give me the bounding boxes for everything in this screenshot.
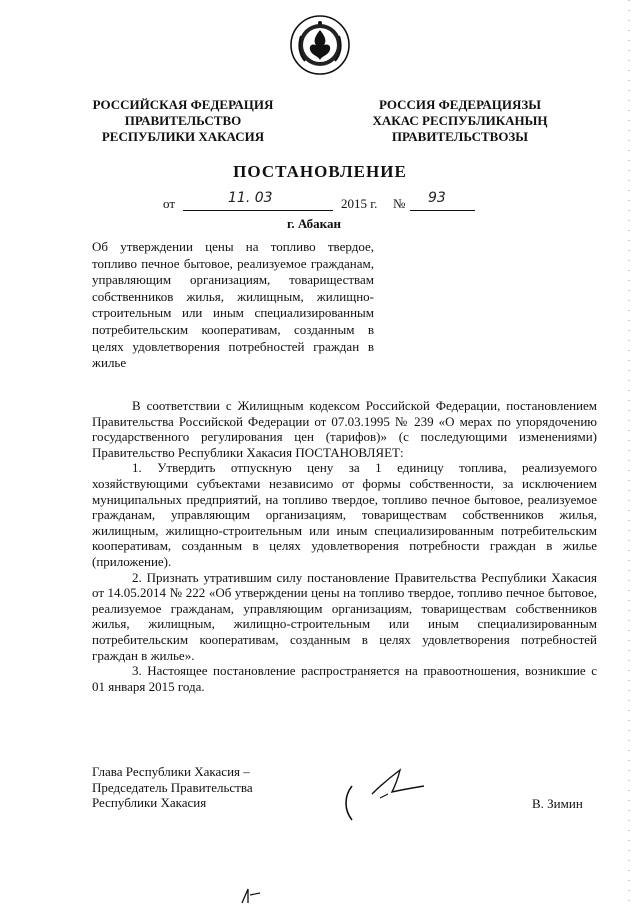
handwritten-number: 93 — [428, 190, 446, 206]
document-type-title: ПОСТАНОВЛЕНИЕ — [233, 162, 407, 181]
handwritten-signature — [340, 764, 450, 824]
header-right-line-3: ПРАВИТЕЛЬСТВОЗЫ — [391, 129, 529, 144]
item-3-paragraph: 3. Настоящее постановление распространяется на правоотношения, возникшие с 01 января 2015 года. — [92, 663, 597, 694]
date-underline — [183, 210, 333, 211]
header-right — [360, 97, 560, 145]
header-right-line-1: РОССИЯ ФЕДЕРАЦИЯЗЫ — [378, 97, 542, 112]
number-underline — [410, 210, 475, 211]
document-subject: Об утверждении цены на топливо твердое, топливо печное бытовое, реализуемое гражданам, управляющим организациям, товариществам собственников жилья, жилищным, жилищно-строительным или иным специализированным потребительским кооперативам, созданным в целях удовлетворения потребностей граждан в жилье — [92, 239, 374, 371]
preamble-paragraph: В соответствии с Жилищным кодексом Российской Федерации, постановлением Правительства Российской Федерации от 07.03.1995 № 239 «О мерах по упорядочению государственного регулирования цен (тарифов)» (с последующими изменениями) Правительство Республики Хакасия ПОСТАНОВЛЯЕТ: — [92, 398, 597, 460]
city-name: г. Абакан — [287, 216, 341, 231]
signatory-position-line-1: Глава Республики Хакасия – — [92, 764, 250, 779]
date-prefix: от — [163, 196, 176, 211]
header-left — [88, 97, 278, 145]
signatory-position-line-3: Республики Хакасия — [92, 795, 207, 811]
coat-of-arms-emblem — [289, 14, 351, 76]
signatory-position — [92, 764, 253, 811]
handwritten-page-mark — [236, 885, 268, 905]
signatory-name: В. Зимин — [532, 796, 583, 811]
document-body — [92, 398, 597, 694]
item-1-paragraph: 1. Утвердить отпускную цену за 1 единицу топлива, реализуемого хозяйствующими субъектами независимо от формы собственности, за исключением муниципальных предприятий, на топливо твердое, топливо печное бытовое, реализуемое гражданам, управляющим организациям, товариществам собственников жилья, жилищным, жилищно-строительным или иным специализированным потребительским кооперативам, созданным в целях удовлетворения потребности граждан в жилье (приложение). — [92, 460, 597, 569]
header-left-line-1: РОССИЙСКАЯ ФЕДЕРАЦИЯ — [92, 97, 274, 112]
header-left-line-3: РЕСПУБЛИКИ ХАКАСИЯ — [101, 129, 265, 144]
date-year: 2015 г. — [341, 196, 378, 211]
header-left-line-2: ПРАВИТЕЛЬСТВО — [124, 113, 242, 128]
handwritten-date: 11. 03 — [228, 190, 273, 206]
header-right-line-2: ХАКАС РЕСПУБЛИКАНЫҢ — [372, 113, 548, 128]
scan-edge-dots — [627, 0, 631, 905]
item-2-paragraph: 2. Признать утратившим силу постановление Правительства Республики Хакасия от 14.05.2014 № 222 «Об утверждении цены на топливо твердое, топливо печное бытовое, реализуемое гражданам, управляющим организациям, товариществам собственников жилья, жилищным, жилищно-строительным или иным специализированным потребительским кооперативам, созданным в целях удовлетворения потребностей граждан в жилье». — [92, 569, 597, 663]
signatory-position-line-2: Председатель Правительства — [92, 779, 253, 795]
number-label: № — [393, 196, 406, 211]
